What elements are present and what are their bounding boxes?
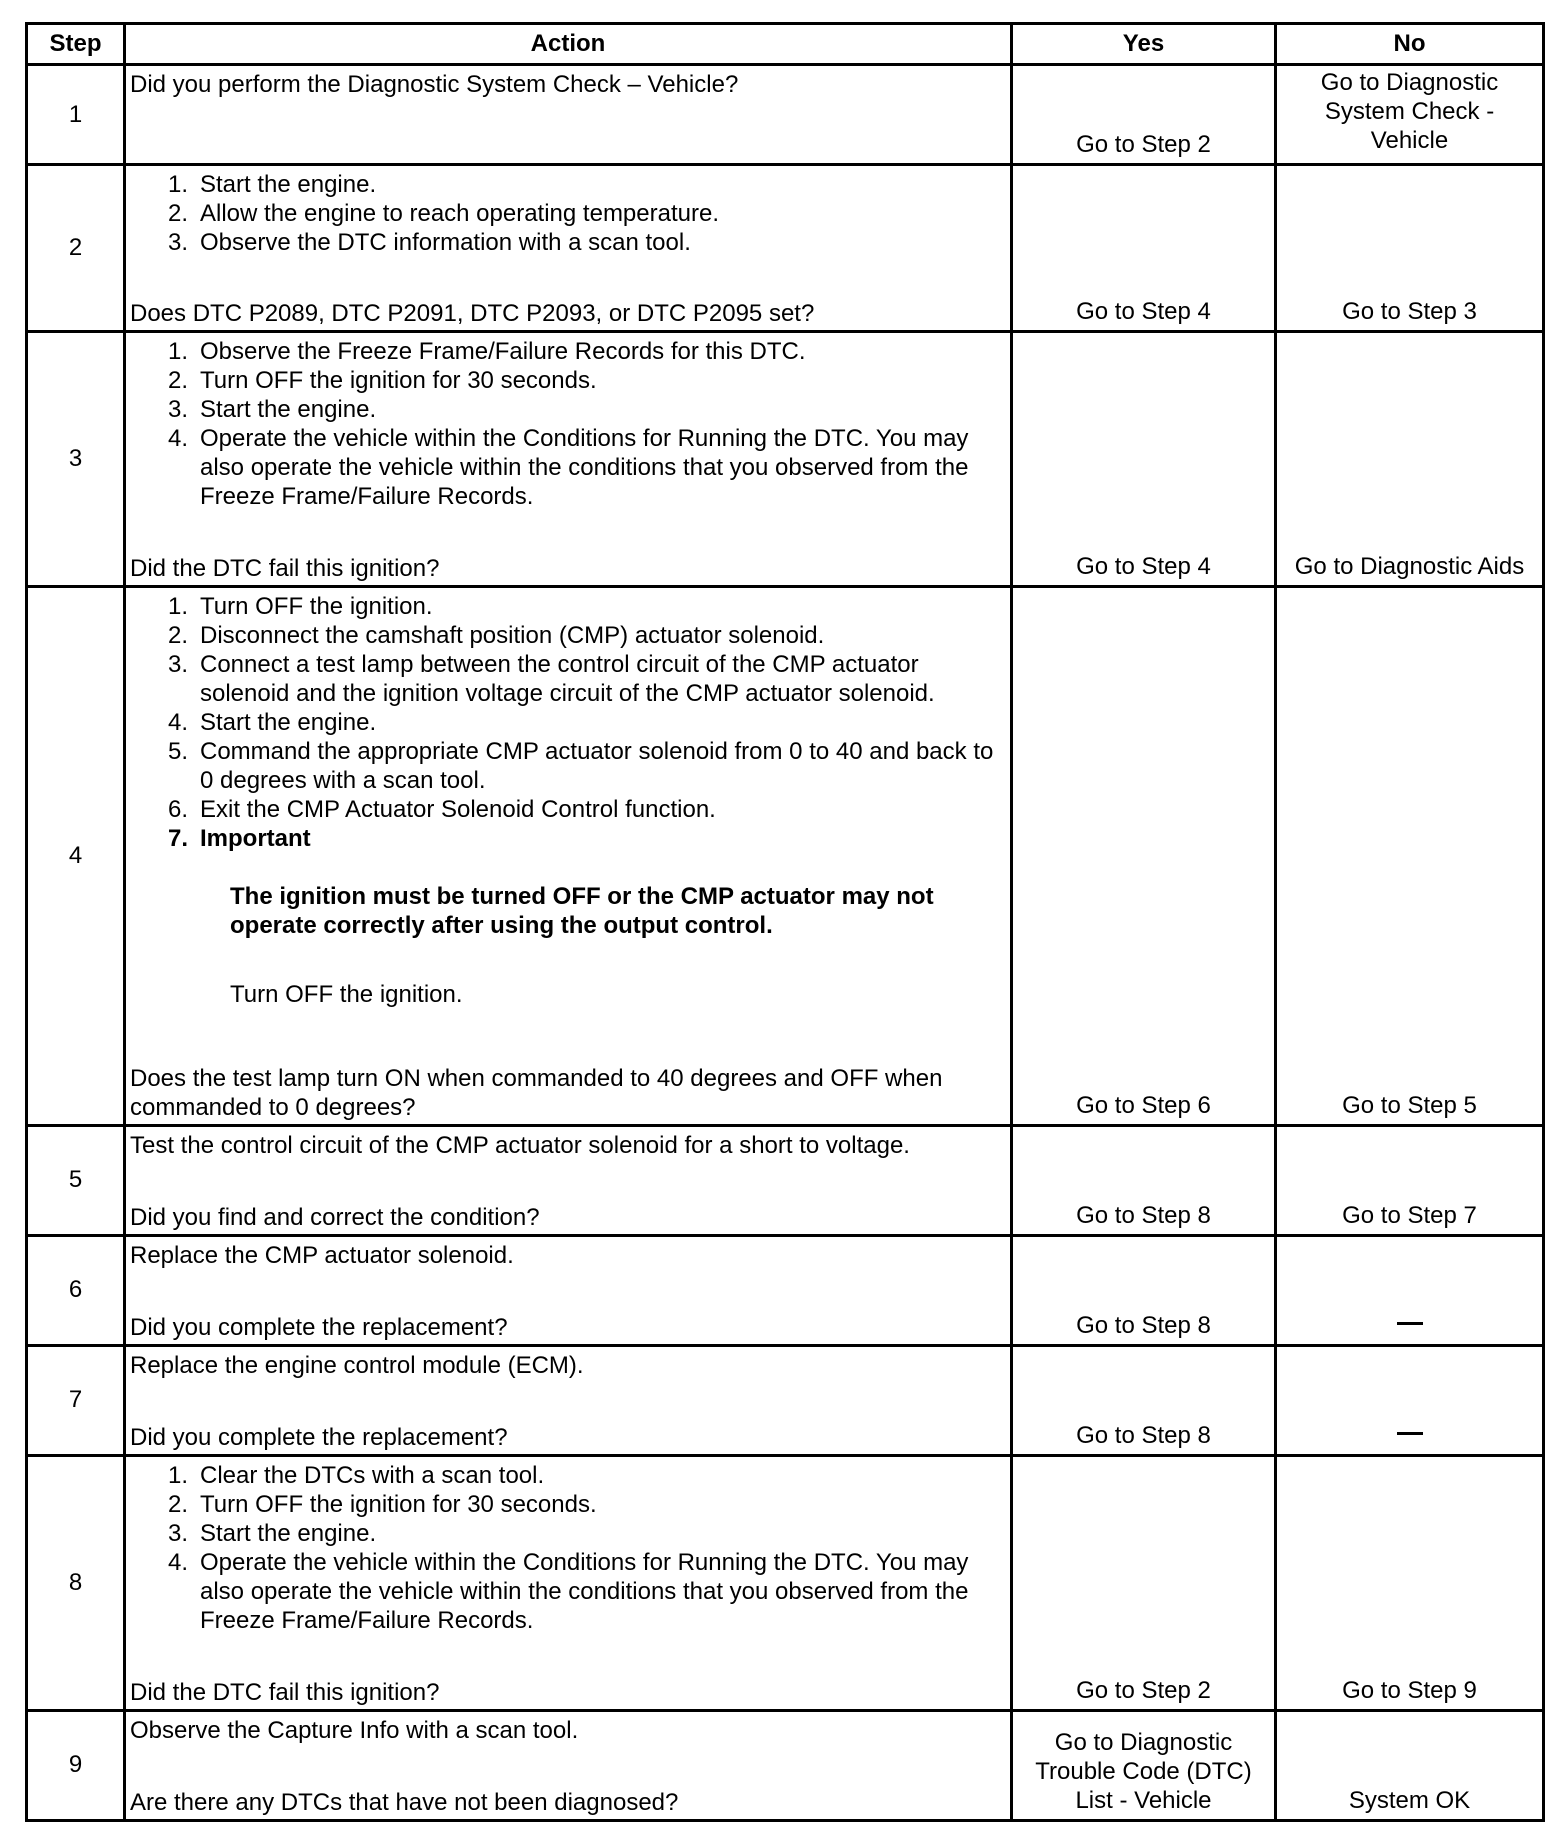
no-cell: [1276, 65, 1544, 165]
no-cell: Go to Step 5: [1276, 587, 1544, 1125]
action-steps-list: [130, 337, 1006, 511]
list-item: 5. Command the appropriate CMP actuator solenoid from 0 to 40 and back to 0 degrees with a scan tool.: [168, 738, 994, 795]
no-cell: [1276, 1345, 1544, 1455]
step-number: 5: [27, 1125, 125, 1235]
action-text: Replace the engine control module (ECM).: [130, 1351, 584, 1379]
action-steps-list: [130, 170, 1006, 257]
list-item: 4. Operate the vehicle within the Conditions for Running the DTC. You may also operate the vehicle within the conditions that you observed from the Freeze Frame/Failure Records.: [168, 425, 969, 511]
list-item: 1. Clear the DTCs with a scan tool.: [168, 1461, 545, 1489]
step-number: 3: [27, 332, 125, 587]
step-number: 7: [27, 1345, 125, 1455]
no-cell: Go to Diagnostic Aids: [1276, 332, 1544, 587]
action-question: Did you complete the replacement?: [130, 1313, 508, 1341]
header-row: [27, 24, 1544, 65]
action-cell: [125, 1125, 1012, 1235]
list-item: 2. Allow the engine to reach operating temperature.: [168, 200, 719, 228]
action-cell: [125, 165, 1012, 332]
step-number: 2: [27, 165, 125, 332]
table-row: [27, 1455, 1544, 1710]
diagnostic-table: [25, 22, 1545, 1822]
action-text: Did you perform the Diagnostic System Check – Vehicle?: [130, 71, 739, 98]
header-action: Action: [125, 24, 1012, 65]
list-item: 2. Disconnect the camshaft position (CMP) actuator solenoid.: [168, 622, 825, 650]
action-cell: [125, 587, 1012, 1125]
list-item: 1. Turn OFF the ignition.: [168, 593, 433, 621]
table-row: [27, 165, 1544, 332]
no-text: Go to Diagnostic System Check - Vehicle: [1320, 69, 1499, 154]
no-cell: [1276, 1235, 1544, 1345]
table-row: [27, 1345, 1544, 1455]
no-cell: Go to Step 7: [1276, 1125, 1544, 1235]
list-item: 7. Important: [168, 825, 311, 853]
action-question: Does DTC P2089, DTC P2091, DTC P2093, or DTC P2095 set?: [130, 300, 815, 328]
yes-cell: Go to Step 8: [1012, 1125, 1276, 1235]
action-cell: [125, 1710, 1012, 1820]
action-text: Test the control circuit of the CMP actuator solenoid for a short to voltage.: [130, 1131, 910, 1159]
list-item: 2. Turn OFF the ignition for 30 seconds.: [168, 367, 597, 395]
action-question: Did the DTC fail this ignition?: [130, 1678, 440, 1706]
list-item: 3. Connect a test lamp between the control circuit of the CMP actuator solenoid and the ignition voltage circuit of the CMP actuator solenoid.: [168, 651, 935, 708]
step-number: 9: [27, 1710, 125, 1820]
action-question: Are there any DTCs that have not been diagnosed?: [130, 1789, 679, 1816]
yes-text: Go to Diagnostic Trouble Code (DTC) List - Vehicle: [1035, 1729, 1252, 1814]
yes-cell: Go to Step 2: [1012, 65, 1276, 165]
table-row: [27, 1125, 1544, 1235]
header-no: No: [1276, 24, 1544, 65]
step-number: 8: [27, 1455, 125, 1710]
action-cell: [125, 332, 1012, 587]
table-row: [27, 587, 1544, 1125]
header-step: Step: [27, 24, 125, 65]
table-row: [27, 1710, 1544, 1820]
action-question: Did you find and correct the condition?: [130, 1203, 540, 1231]
list-item: 4. Start the engine.: [168, 709, 377, 737]
list-item: 1. Observe the Freeze Frame/Failure Records for this DTC.: [168, 338, 806, 366]
list-item: 3. Observe the DTC information with a scan tool.: [168, 229, 691, 257]
action-text: Replace the CMP actuator solenoid.: [130, 1241, 514, 1269]
yes-cell: [1012, 1710, 1276, 1820]
no-cell: Go to Step 9: [1276, 1455, 1544, 1710]
action-question: Did you complete the replacement?: [130, 1423, 508, 1451]
yes-cell: Go to Step 6: [1012, 587, 1276, 1125]
list-item: 2. Turn OFF the ignition for 30 seconds.: [168, 1490, 597, 1518]
step-number: 1: [27, 65, 125, 165]
step-number: 6: [27, 1235, 125, 1345]
table-row: [27, 332, 1544, 587]
yes-cell: Go to Step 4: [1012, 165, 1276, 332]
list-item: 6. Exit the CMP Actuator Solenoid Control function.: [168, 796, 716, 824]
list-item: 3. Start the engine.: [168, 396, 377, 424]
action-cell: [125, 65, 1012, 165]
important-note: The ignition must be turned OFF or the CMP actuator may not operate correctly after using the output control.: [230, 883, 934, 940]
action-cell: [125, 1345, 1012, 1455]
no-dash: [1397, 1432, 1423, 1435]
yes-cell: Go to Step 8: [1012, 1345, 1276, 1455]
yes-cell: Go to Step 4: [1012, 332, 1276, 587]
action-cell: [125, 1455, 1012, 1710]
no-dash: [1397, 1322, 1423, 1325]
after-note: Turn OFF the ignition.: [230, 981, 463, 1009]
list-item: 4. Operate the vehicle within the Conditions for Running the DTC. You may also operate the vehicle within the conditions that you observed from the Freeze Frame/Failure Records.: [168, 1548, 969, 1634]
table-row: [27, 65, 1544, 165]
list-item: 3. Start the engine.: [168, 1519, 377, 1547]
list-item: 1. Start the engine.: [168, 171, 377, 199]
action-text: Observe the Capture Info with a scan tool.: [130, 1716, 579, 1744]
action-question: Did the DTC fail this ignition?: [130, 555, 440, 583]
table-row: [27, 1235, 1544, 1345]
action-question: Does the test lamp turn ON when commanded to 40 degrees and OFF when commanded to 0 degrees?: [130, 1064, 943, 1121]
yes-cell: Go to Step 8: [1012, 1235, 1276, 1345]
step-number: 4: [27, 587, 125, 1125]
action-cell: [125, 1235, 1012, 1345]
action-steps-list: [130, 1461, 1006, 1635]
yes-cell: Go to Step 2: [1012, 1455, 1276, 1710]
no-cell: System OK: [1276, 1710, 1544, 1820]
no-cell: Go to Step 3: [1276, 165, 1544, 332]
header-yes: Yes: [1012, 24, 1276, 65]
action-steps-list: [130, 592, 1006, 853]
